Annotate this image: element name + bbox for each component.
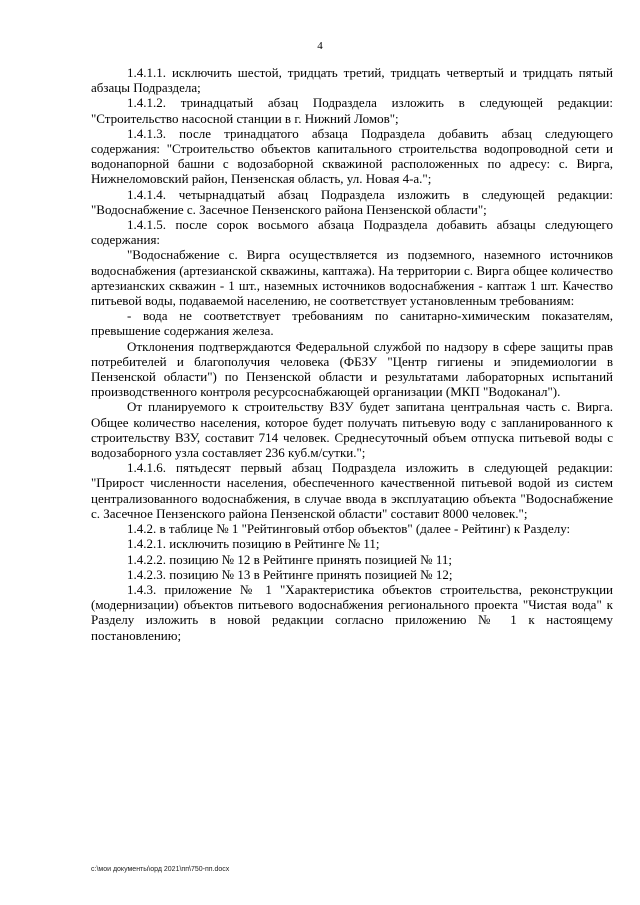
page-number: 4 bbox=[317, 40, 323, 52]
document-body bbox=[91, 65, 613, 643]
paragraph-virga-water-supply: "Водоснабжение с. Вирга осуществляется из подземного, наземного источников водоснабжения (артезианской скважины, каптажа). На территории с. Вирга общее количество артезианских скважин - 1 шт., наземных источников водоснабжения - каптаж 1 шт. Качество питьевой воды, подаваемой населению, не соответствует установленным требованиям: bbox=[91, 247, 613, 309]
paragraph-vzu: От планируемого к строительству ВЗУ будет запитана центральная часть с. Вирга. Общее количество населения, которое будет получать питьевую воду с запланированного к строительству ВЗУ, составит 714 человек. Среднесуточный объем отпуска питьевой воды с водозаборного узла составляет 236 куб.м/сутки."; bbox=[91, 399, 613, 461]
paragraph-water-quality-bullet: - вода не соответствует требованиям по санитарно-химическим показателям, превышение содержания железа. bbox=[91, 308, 613, 339]
paragraph-deviations: Отклонения подтверждаются Федеральной службой по надзору в сфере защиты прав потребителей и благополучия человека (ФБЗУ "Центр гигиены и эпидемиологии в Пензенской области") по Пензенской области и результатами лабораторных испытаний производственного контроля ресурсоснабжающей организации (МКП "Водоканал"). bbox=[91, 338, 613, 400]
paragraph-1-4-2-3: 1.4.2.3. позицию № 13 в Рейтинге принять позицией № 12; bbox=[127, 566, 453, 582]
paragraph-1-4-3: 1.4.3. приложение № 1 "Характеристика объектов строительства, реконструкции (модернизации) объектов питьевого водоснабжения регионального проекта "Чистая вода" к Разделу изложить в новой редакции согласно приложению № 1 к настоящему постановлению; bbox=[91, 581, 613, 643]
paragraph-1-4-1-5: 1.4.1.5. после сорок восьмого абзаца Подраздела добавить абзацы следующего содержания: bbox=[91, 217, 613, 248]
file-path-footer: c:\мои документы\орд 2021\пп\750-пп.docx bbox=[91, 866, 230, 873]
paragraph-1-4-2-2: 1.4.2.2. позицию № 12 в Рейтинге принять позицией № 11; bbox=[127, 551, 452, 567]
paragraph-1-4-1-2: 1.4.1.2. тринадцатый абзац Подраздела изложить в следующей редакции: "Строительство насосной станции в г. Нижний Ломов"; bbox=[91, 95, 613, 126]
paragraph-1-4-1-1: 1.4.1.1. исключить шестой, тридцать третий, тридцать четвертый и тридцать пятый абзацы Подраздела; bbox=[91, 65, 613, 96]
paragraph-1-4-2: 1.4.2. в таблице № 1 "Рейтинговый отбор объектов" (далее - Рейтинг) к Разделу: bbox=[127, 521, 571, 537]
paragraph-1-4-2-1: 1.4.2.1. исключить позицию в Рейтинге № 11; bbox=[127, 536, 380, 552]
paragraph-1-4-1-4: 1.4.1.4. четырнадцатый абзац Подраздела изложить в следующей редакции: "Водоснабжение с. Засечное Пензенского района Пензенской области"; bbox=[91, 186, 613, 217]
paragraph-1-4-1-6: 1.4.1.6. пятьдесят первый абзац Подраздела изложить в следующей редакции: "Прирост численности населения, обеспеченного качественной питьевой водой из систем централизованного водоснабжения, в случае ввода в эксплуатацию объекта "Водоснабжение с. Засечное Пензенского района Пензенской области" составит 8000 человек."; bbox=[91, 460, 613, 521]
paragraph-1-4-1-3: 1.4.1.3. после тринадцатого абзаца Подраздела добавить абзац следующего содержания: "Строительство объектов капитального строительства водопроводной сети и водонапорной башни с водозаборной скважиной расположенных по адресу: с. Вирга, Нижнеломовский район, Пензенская область, ул. Новая 4-а."; bbox=[91, 125, 613, 187]
